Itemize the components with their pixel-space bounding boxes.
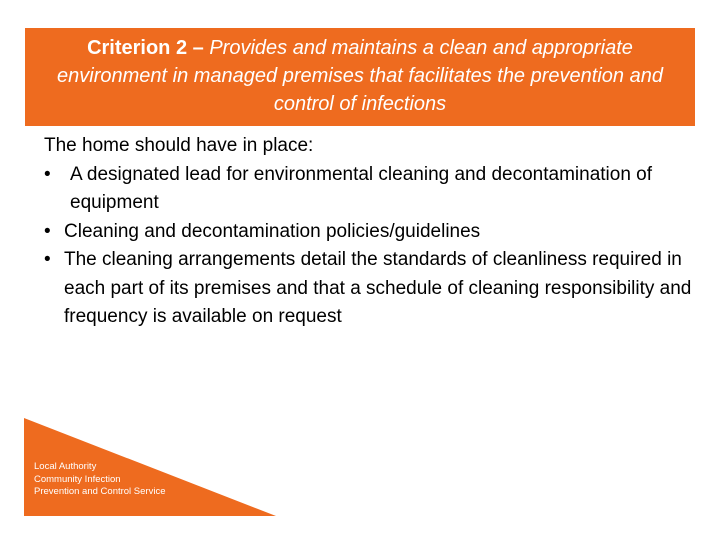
bullet-text: The cleaning arrangements detail the standards of cleanliness required in each part of its premises and that a schedule of cleaning responsibility and frequency is available on request bbox=[64, 249, 692, 327]
bullet-item bbox=[44, 161, 694, 218]
intro-text: The home should have in place: bbox=[44, 135, 314, 156]
criterion-description: Provides and maintains a clean and appropriate environment in managed premises that facilitates the prevention and control of infections bbox=[57, 37, 663, 115]
bullet-icon: • bbox=[44, 163, 51, 185]
bullet-icon: • bbox=[44, 220, 51, 242]
bullet-item bbox=[44, 218, 694, 247]
bullet-list bbox=[44, 161, 694, 332]
logo-line: Prevention and Control Service bbox=[34, 486, 166, 497]
logo-line: Local Authority bbox=[34, 461, 97, 472]
bullet-item bbox=[44, 246, 694, 332]
criterion-label: Criterion 2 – bbox=[87, 37, 204, 59]
logo-line: Community Infection bbox=[34, 473, 121, 485]
criterion-header bbox=[25, 28, 695, 126]
bullet-text: Cleaning and decontamination policies/guidelines bbox=[64, 220, 481, 242]
bullet-icon: • bbox=[44, 249, 51, 270]
logo-text bbox=[34, 461, 166, 499]
service-logo bbox=[24, 418, 276, 516]
slide-body bbox=[44, 132, 694, 332]
bullet-text: A designated lead for environmental cleaning and decontamination of equipment bbox=[70, 163, 653, 213]
